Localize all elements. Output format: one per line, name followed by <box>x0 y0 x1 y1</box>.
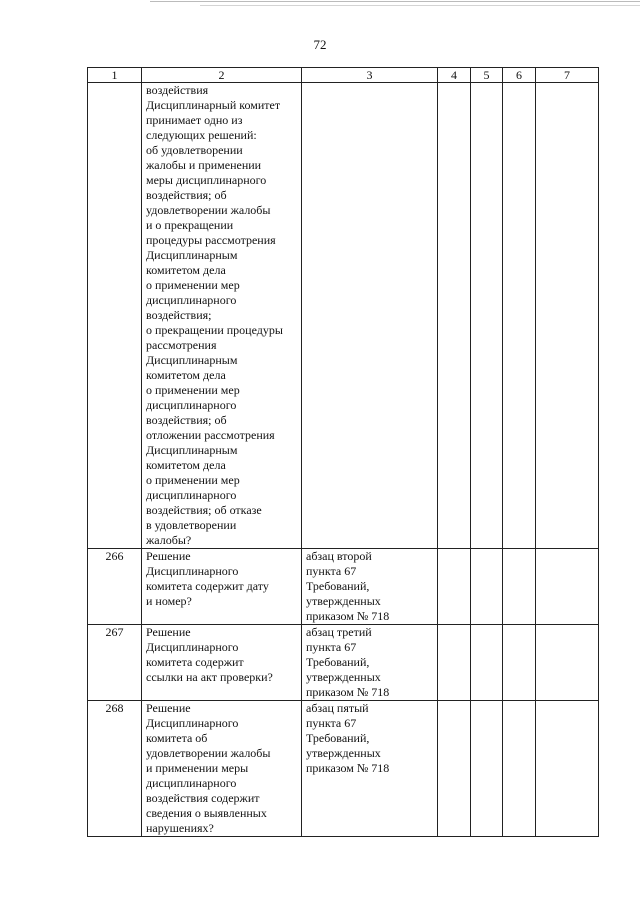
text-line: Решение <box>146 549 191 563</box>
reference-cell <box>302 83 438 549</box>
text-line: о применении мер <box>146 383 240 397</box>
text-line: в удовлетворении <box>146 518 237 532</box>
text-line: сведения о выявленных <box>146 806 267 820</box>
row-number-cell: 266 <box>88 549 142 625</box>
text-line: Дисциплинарным <box>146 353 238 367</box>
empty-cell <box>471 701 503 837</box>
column-header: 5 <box>471 68 503 83</box>
text-line: приказом № 718 <box>306 609 390 623</box>
text-line: приказом № 718 <box>306 761 390 775</box>
text-line: комитетом дела <box>146 263 226 277</box>
column-header: 6 <box>503 68 536 83</box>
empty-cell <box>503 625 536 701</box>
row-number-cell: 267 <box>88 625 142 701</box>
table-row <box>88 701 599 837</box>
scan-edge-artifact <box>0 0 640 9</box>
text-line: отложении рассмотрения <box>146 428 275 442</box>
table-row-continuation <box>88 83 599 549</box>
column-header: 1 <box>88 68 142 83</box>
checklist-table <box>87 67 599 837</box>
text-line: рассмотрения <box>146 338 217 352</box>
empty-cell <box>503 701 536 837</box>
empty-cell <box>438 83 471 549</box>
text-line: дисциплинарного <box>146 488 237 502</box>
text-line: и номер? <box>146 594 192 608</box>
question-cell <box>142 83 302 549</box>
text-line: воздействия; об отказе <box>146 503 262 517</box>
empty-cell <box>438 701 471 837</box>
question-cell <box>142 549 302 625</box>
text-line: пункта 67 <box>306 716 357 730</box>
question-cell <box>142 625 302 701</box>
text-line: о прекращении процедуры <box>146 323 283 337</box>
column-header: 7 <box>536 68 599 83</box>
text-line: воздействия; об <box>146 188 227 202</box>
text-line: Решение <box>146 625 191 639</box>
text-line: удовлетворении жалобы <box>146 746 271 760</box>
text-line: пункта 67 <box>306 564 357 578</box>
text-line: абзац третий <box>306 625 372 639</box>
text-line: пункта 67 <box>306 640 357 654</box>
table-header-row <box>88 68 599 83</box>
text-line: дисциплинарного <box>146 293 237 307</box>
text-line: жалобы? <box>146 533 192 547</box>
text-line: комитетом дела <box>146 458 226 472</box>
text-line: удовлетворении жалобы <box>146 203 271 217</box>
text-line: следующих решений: <box>146 128 257 142</box>
text-line: абзац пятый <box>306 701 369 715</box>
row-number-cell <box>88 83 142 549</box>
question-cell <box>142 701 302 837</box>
reference-cell <box>302 549 438 625</box>
empty-cell <box>503 83 536 549</box>
text-line: абзац второй <box>306 549 372 563</box>
text-line: нарушениях? <box>146 821 214 835</box>
text-line: воздействия содержит <box>146 791 260 805</box>
text-line: принимает одно из <box>146 113 243 127</box>
text-line: дисциплинарного <box>146 398 237 412</box>
text-line: Требований, <box>306 579 370 593</box>
empty-cell <box>438 625 471 701</box>
text-line: комитета содержит дату <box>146 579 269 593</box>
text-line: утвержденных <box>306 746 381 760</box>
text-line: Требований, <box>306 655 370 669</box>
reference-cell <box>302 625 438 701</box>
empty-cell <box>503 549 536 625</box>
empty-cell <box>471 83 503 549</box>
text-line: Дисциплинарного <box>146 564 239 578</box>
empty-cell <box>536 83 599 549</box>
text-line: Решение <box>146 701 191 715</box>
text-line: о применении мер <box>146 278 240 292</box>
text-line: жалобы и применении <box>146 158 262 172</box>
empty-cell <box>536 625 599 701</box>
text-line: Дисциплинарного <box>146 640 239 654</box>
text-line: комитета содержит <box>146 655 244 669</box>
text-line: Дисциплинарным <box>146 248 238 262</box>
text-line: Дисциплинарного <box>146 716 239 730</box>
text-line: об удовлетворении <box>146 143 243 157</box>
text-line: меры дисциплинарного <box>146 173 267 187</box>
empty-cell <box>471 549 503 625</box>
text-line: о применении мер <box>146 473 240 487</box>
text-line: и о прекращении <box>146 218 234 232</box>
text-line: утвержденных <box>306 594 381 608</box>
text-line: воздействия <box>146 83 209 97</box>
empty-cell <box>536 549 599 625</box>
table-row <box>88 625 599 701</box>
column-header: 2 <box>142 68 302 83</box>
text-line: Дисциплинарный комитет <box>146 98 281 112</box>
table-row <box>88 549 599 625</box>
text-line: дисциплинарного <box>146 776 237 790</box>
reference-cell <box>302 701 438 837</box>
text-line: комитетом дела <box>146 368 226 382</box>
text-line: Требований, <box>306 731 370 745</box>
text-line: утвержденных <box>306 670 381 684</box>
empty-cell <box>438 549 471 625</box>
text-line: комитета об <box>146 731 208 745</box>
text-line: процедуры рассмотрения <box>146 233 276 247</box>
row-number-cell: 268 <box>88 701 142 837</box>
empty-cell <box>536 701 599 837</box>
text-line: и применении меры <box>146 761 249 775</box>
page-number: 72 <box>313 37 327 52</box>
column-header: 3 <box>302 68 438 83</box>
text-line: приказом № 718 <box>306 685 390 699</box>
column-header: 4 <box>438 68 471 83</box>
text-line: Дисциплинарным <box>146 443 238 457</box>
empty-cell <box>471 625 503 701</box>
text-line: воздействия; об <box>146 413 227 427</box>
text-line: воздействия; <box>146 308 212 322</box>
text-line: ссылки на акт проверки? <box>146 670 273 684</box>
